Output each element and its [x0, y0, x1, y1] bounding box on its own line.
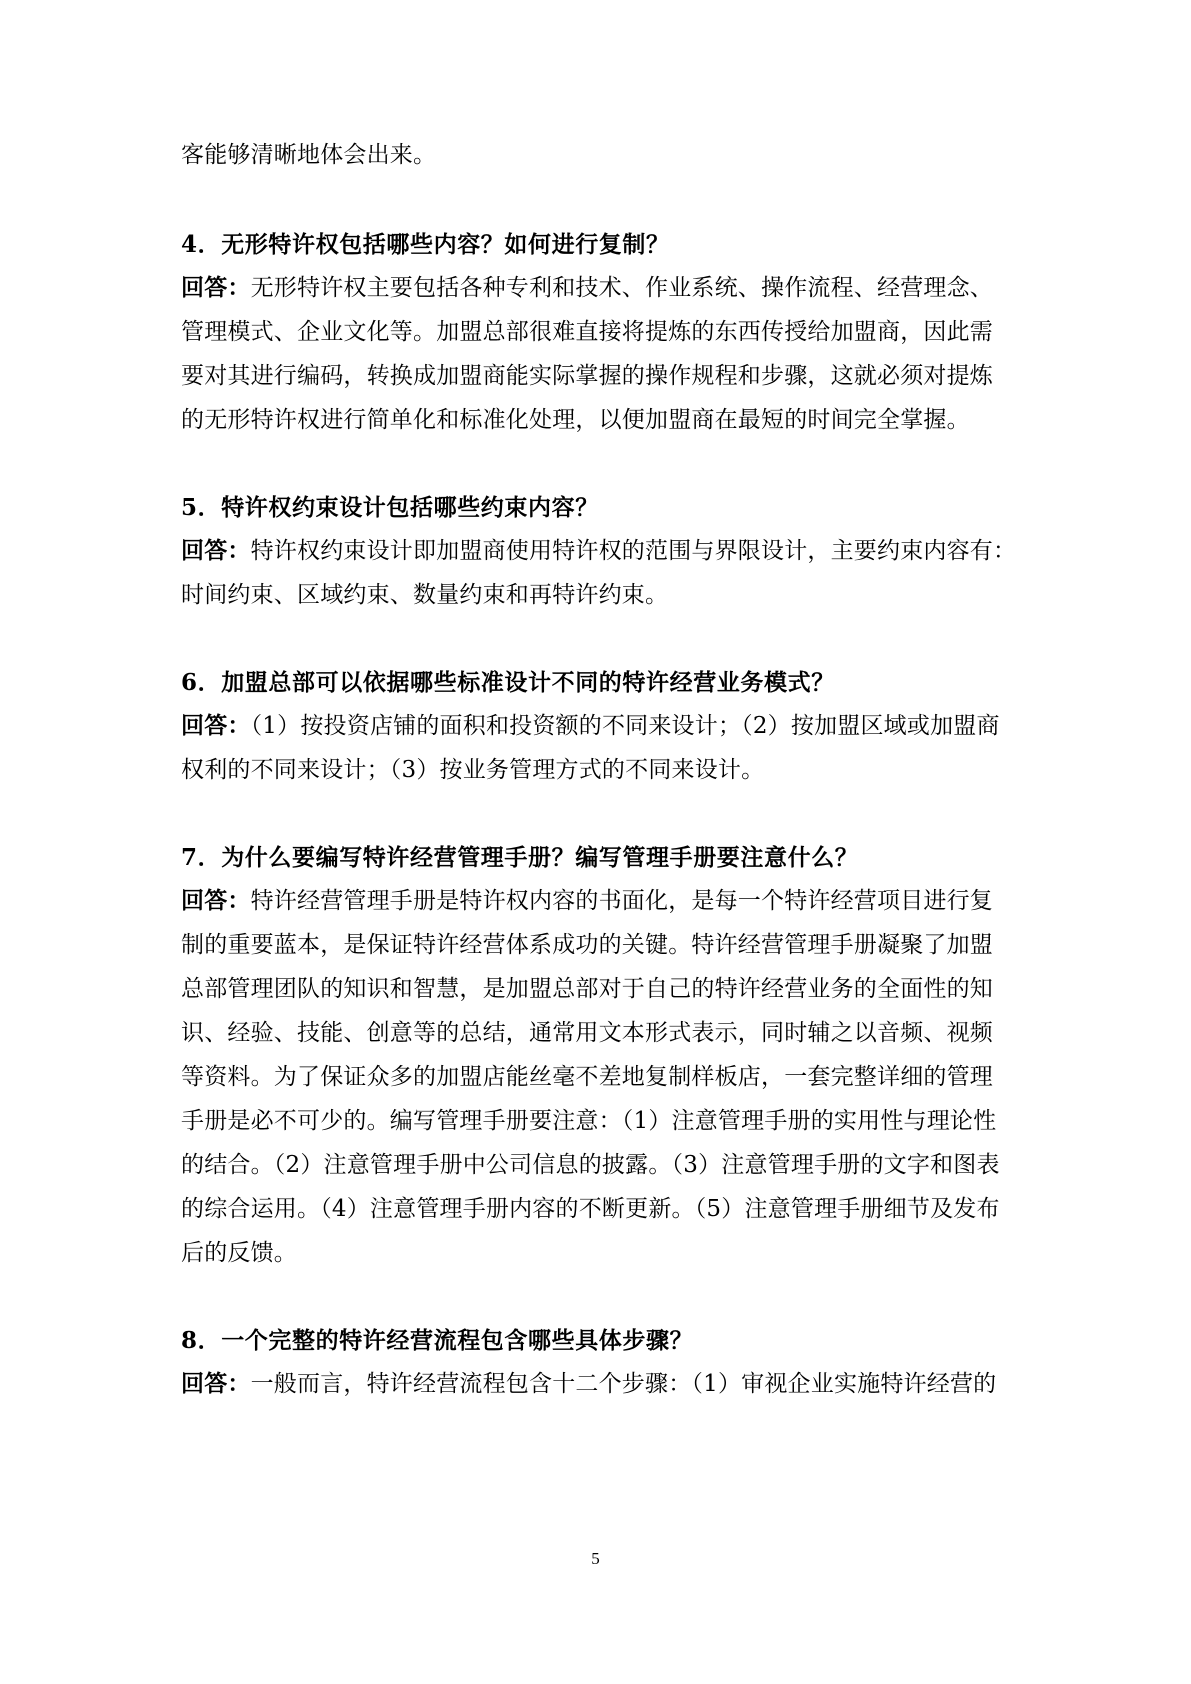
answer-4-line: 的无形特许权进行简单化和标准化处理，以便加盟商在最短的时间完全掌握。 — [181, 407, 970, 433]
answer-label: 回答： — [181, 274, 251, 301]
answer-7-line: 识、经验、技能、创意等的总结，通常用文本形式表示，同时辅之以音频、视频 — [181, 1020, 993, 1046]
question-8-heading: 8．一个完整的特许经营流程包含哪些具体步骤？ — [181, 1327, 694, 1354]
answer-5-line: 时间约束、区域约束、数量约束和再特许约束。 — [181, 582, 669, 608]
answer-4-line — [181, 273, 1021, 303]
answer-text: 特许权约束设计即加盟商使用特许权的范围与界限设计，主要约束内容有： — [250, 538, 1017, 564]
answer-text: 特许经营管理手册是特许权内容的书面化，是每一个特许经营项目进行复 — [250, 888, 994, 914]
answer-7-line: 的结合。（2）注意管理手册中公司信息的披露。（3）注意管理手册的文字和图表 — [181, 1152, 1000, 1178]
answer-text: （1）按投资店铺的面积和投资额的不同来设计；（2）按加盟区域或加盟商 — [250, 713, 1000, 739]
answer-7-line: 总部管理团队的知识和智慧，是加盟总部对于自己的特许经营业务的全面性的知 — [181, 976, 993, 1002]
answer-7-line: 后的反馈。 — [181, 1240, 297, 1266]
answer-7-line — [181, 886, 1021, 916]
answer-7-line: 等资料。为了保证众多的加盟店能丝毫不差地复制样板店，一套完整详细的管理 — [181, 1064, 993, 1090]
answer-label: 回答： — [181, 537, 251, 564]
answer-7-line: 手册是必不可少的。编写管理手册要注意：（1）注意管理手册的实用性与理论性 — [181, 1108, 997, 1134]
question-5-heading: 5．特许权约束设计包括哪些约束内容？ — [181, 494, 599, 521]
page-number: 5 — [591, 1549, 600, 1568]
answer-7-line: 制的重要蓝本，是保证特许经营体系成功的关键。特许经营管理手册凝聚了加盟 — [181, 932, 993, 958]
answer-7-line: 的综合运用。（4）注意管理手册内容的不断更新。（5）注意管理手册细节及发布 — [181, 1196, 1000, 1222]
answer-6-line: 权利的不同来设计；（3）按业务管理方式的不同来设计。 — [181, 757, 765, 783]
answer-label: 回答： — [181, 1370, 251, 1397]
answer-6-line — [181, 711, 1021, 741]
answer-8-line — [181, 1369, 1021, 1399]
answer-text: 无形特许权主要包括各种专利和技术、作业系统、操作流程、经营理念、 — [250, 275, 994, 301]
answer-5-line — [181, 536, 1021, 566]
question-6-heading: 6．加盟总部可以依据哪些标准设计不同的特许经营业务模式？ — [181, 669, 835, 696]
answer-4-line: 要对其进行编码，转换成加盟商能实际掌握的操作规程和步骤，这就必须对提炼 — [181, 363, 993, 389]
answer-4-line: 管理模式、企业文化等。加盟总部很难直接将提炼的东西传授给加盟商，因此需 — [181, 319, 993, 345]
question-4-heading: 4．无形特许权包括哪些内容？如何进行复制？ — [181, 231, 670, 258]
answer-label: 回答： — [181, 887, 251, 914]
answer-label: 回答： — [181, 712, 251, 739]
answer-text: 一般而言，特许经营流程包含十二个步骤：（1）审视企业实施特许经营的 — [250, 1371, 997, 1397]
paragraph-continuation: 客能够清晰地体会出来。 — [181, 142, 437, 168]
question-7-heading: 7．为什么要编写特许经营管理手册？编写管理手册要注意什么？ — [181, 844, 859, 871]
